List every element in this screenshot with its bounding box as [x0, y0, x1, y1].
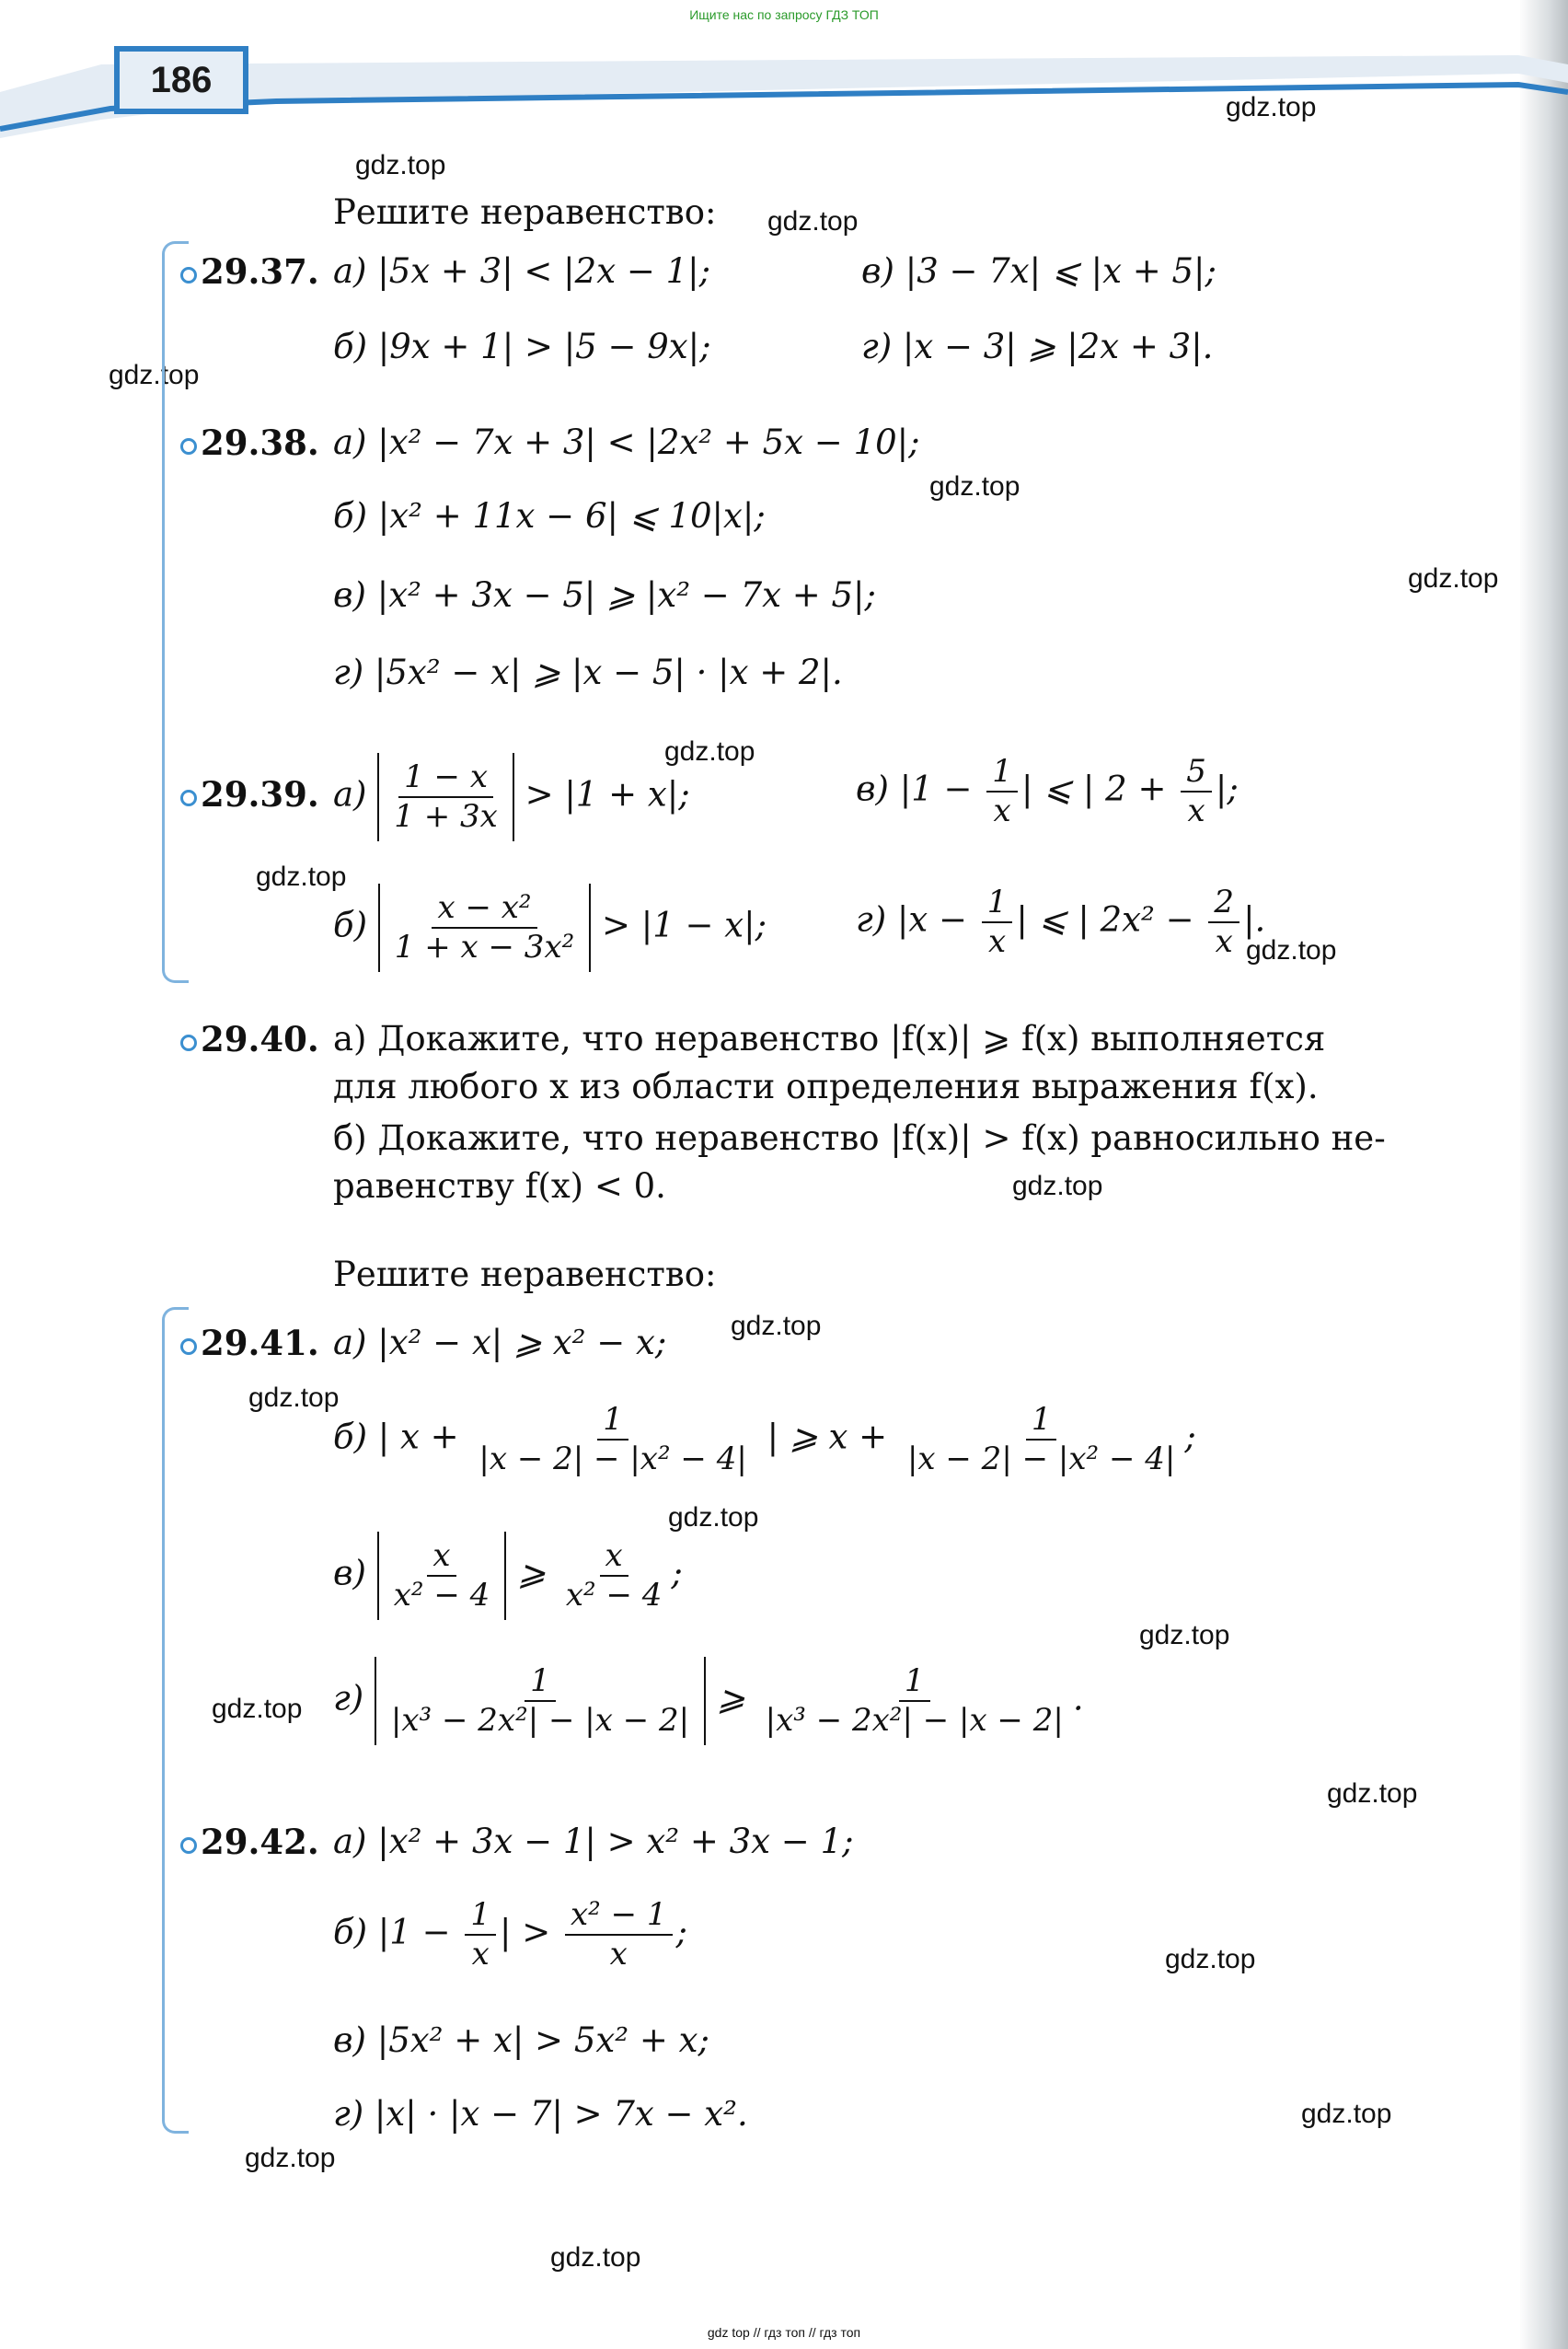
problem-text: а) Докажите, что неравенство |f(x)| ⩾ f(x) выполняется [333, 1019, 1326, 1059]
problem-item [333, 884, 767, 972]
item-label: в) [856, 769, 889, 809]
problem-item: б) |1 − $\frac{1}{x}$ | > $\frac{\text{x² − 1}}{x}$ ; [333, 1896, 688, 1973]
problem-marker-icon [180, 1035, 197, 1051]
problem-29-39 [180, 775, 319, 816]
fraction-numerator: 1 [525, 1662, 556, 1702]
problem-marker-icon [180, 790, 197, 806]
absolute-value [377, 753, 514, 841]
item-text: | x + [377, 1417, 459, 1457]
watermark: gdz.top [668, 1502, 759, 1533]
item-label: в) [333, 1553, 366, 1593]
section-bracket [162, 1307, 189, 2134]
fraction-numerator: x − x² [432, 889, 536, 929]
item-text: 1 − [911, 769, 973, 809]
problem-item: а) |5x + 3| < |2x − 1|; [333, 251, 711, 291]
watermark: gdz.top [1226, 92, 1317, 122]
problem-29-38 [180, 423, 319, 464]
fraction-denominator: x [1187, 792, 1205, 829]
problem-29-41 [180, 1324, 319, 1364]
problem-marker-icon [180, 1338, 197, 1355]
problem-item: в) |3 − 7x| ⩽ |x + 5|; [861, 251, 1216, 291]
item-label: а) [333, 774, 367, 815]
item-text: ; [675, 1912, 688, 1952]
fraction-numerator: x² − 1 [565, 1896, 673, 1936]
item-text: ; [671, 1553, 683, 1593]
watermark: gdz.top [731, 1311, 822, 1341]
problem-item: а) |x² + 3x − 1| > x² + 3x − 1; [333, 1822, 854, 1861]
watermark: gdz.top [1301, 2099, 1392, 2129]
fraction-numerator: 1 [465, 1896, 496, 1936]
fraction-denominator: x [988, 922, 1007, 960]
watermark: gdz.top [1327, 1778, 1418, 1809]
fraction-denominator: x [993, 792, 1011, 829]
page-spine-shadow [1520, 0, 1568, 2349]
item-text: ⩽ | 2x² − [1038, 899, 1194, 940]
bottom-banner: gdz top // гдз топ // гдз топ [707, 2325, 861, 2340]
item-text: x − [908, 899, 968, 940]
watermark: gdz.top [550, 2242, 641, 2273]
watermark: gdz.top [245, 2143, 336, 2173]
absolute-value [378, 884, 591, 972]
fraction-denominator: |x − 2| − |x² − 4| [906, 1440, 1176, 1477]
problem-item: б) |9x + 1| > |5 − 9x|; [333, 327, 711, 366]
section-bracket [162, 241, 189, 983]
problem-marker-icon [180, 1837, 197, 1854]
fraction-numerator: 1 [982, 884, 1013, 923]
item-label: б) [333, 905, 368, 945]
problem-item: г) |x − $\frac{1}{x}$ | ⩽ | 2x² − $\frac{2}{x}$ |. [856, 884, 1266, 960]
item-text: ⩽ | 2 + [1043, 769, 1167, 809]
item-text: > [522, 1912, 551, 1952]
item-label: б) [333, 1417, 368, 1457]
absolute-value [375, 1657, 706, 1745]
fraction-numerator: 1 − x [398, 758, 493, 798]
problem-item: г) |x − 3| ⩾ |2x + 3|. [861, 327, 1214, 366]
problem-item: в) |5x² + x| > 5x² + x; [333, 2020, 709, 2060]
item-rest: > |1 + x|; [525, 774, 690, 815]
section-heading: Решите неравенство: [333, 1255, 717, 1294]
problem-text: б) Докажите, что неравенство |f(x)| > f(x) равносильно не- [333, 1118, 1386, 1158]
fraction-denominator: 1 + x − 3x² [394, 928, 575, 966]
problem-text: для любого x из области определения выражения f(x). [333, 1067, 1319, 1106]
item-label: г) [856, 899, 887, 940]
item-text: ⩾ [517, 1553, 547, 1593]
problem-number: 29.41. [201, 1323, 319, 1363]
problem-item [333, 1401, 1196, 1478]
problem-item: а) |x² − x| ⩾ x² − x; [333, 1323, 667, 1362]
fraction-numerator: 1 [597, 1401, 628, 1441]
item-text: |. [1243, 899, 1266, 940]
watermark: gdz.top [1012, 1171, 1103, 1201]
item-text: 1 − [389, 1912, 451, 1952]
fraction-numerator: 1 [899, 1662, 930, 1702]
watermark: gdz.top [256, 862, 347, 892]
watermark: gdz.top [355, 150, 446, 180]
problem-item: в) |x² + 3x − 5| ⩾ |x² − 7x + 5|; [333, 575, 876, 615]
problem-item: а) |x² − 7x + 3| < |2x² + 5x − 10|; [333, 422, 920, 462]
problem-number: 29.40. [201, 1019, 319, 1059]
fraction-numerator: 5 [1181, 753, 1212, 793]
item-text: ; [1184, 1417, 1196, 1457]
problem-marker-icon [180, 438, 197, 455]
problem-item: б) |x² + 11x − 6| ⩽ 10|x|; [333, 496, 766, 536]
item-label: б) [333, 1912, 368, 1952]
problem-marker-icon [180, 267, 197, 284]
problem-item: в) |1 − $\frac{1}{x}$ | ⩽ | 2 + $\frac{5}{x}$ |; [856, 753, 1239, 829]
fraction-numerator: 1 [986, 753, 1018, 793]
problem-item [333, 753, 690, 841]
watermark: gdz.top [929, 471, 1020, 502]
watermark: gdz.top [1165, 1944, 1256, 1974]
problem-number: 29.38. [201, 422, 319, 463]
page-number: 186 [114, 46, 248, 114]
problem-number: 29.37. [201, 251, 319, 292]
watermark: gdz.top [1408, 563, 1499, 594]
watermark: gdz.top [1139, 1620, 1230, 1650]
item-text: . [1072, 1678, 1084, 1718]
section-heading: Решите неравенство: [333, 192, 717, 232]
fraction-denominator: |x − 2| − |x² − 4| [478, 1440, 747, 1477]
problem-item: г) |x| · |x − 7| > 7x − x². [333, 2094, 748, 2134]
problem-text: равенству f(x) < 0. [333, 1166, 666, 1206]
fraction-denominator: x [609, 1935, 628, 1973]
fraction-denominator: x [1215, 922, 1233, 960]
problem-item [333, 1532, 683, 1620]
problem-number: 29.42. [201, 1822, 319, 1862]
watermark: gdz.top [767, 206, 859, 237]
fraction-denominator: |x³ − 2x²| − |x − 2| [765, 1701, 1064, 1739]
top-banner: Ищите нас по запросу ГДЗ ТОП [689, 7, 879, 22]
fraction-numerator: x [427, 1537, 455, 1577]
fraction-denominator: x² − 4 [393, 1576, 490, 1614]
problem-29-42 [180, 1822, 319, 1863]
problem-item [333, 1657, 1084, 1745]
problem-29-40 [180, 1020, 319, 1060]
problem-item: г) |5x² − x| ⩾ |x − 5| · |x + 2|. [333, 653, 843, 692]
item-label: г) [333, 1678, 364, 1718]
fraction-denominator: x [471, 1935, 490, 1973]
item-text: ⩾ [716, 1678, 745, 1718]
absolute-value [377, 1532, 507, 1620]
fraction-numerator: x [600, 1537, 628, 1577]
item-text: |; [1215, 769, 1239, 809]
watermark: gdz.top [1246, 935, 1337, 966]
fraction-denominator: |x³ − 2x²| − |x − 2| [390, 1701, 690, 1739]
watermark: gdz.top [664, 736, 755, 767]
fraction-numerator: 2 [1208, 884, 1239, 923]
watermark: gdz.top [109, 360, 200, 390]
item-rest: > |1 − x|; [602, 905, 767, 945]
problem-29-37 [180, 252, 319, 293]
item-text: | ⩾ x + [767, 1417, 888, 1457]
fraction-denominator: 1 + 3x [394, 797, 498, 835]
problem-number: 29.39. [201, 774, 319, 815]
watermark: gdz.top [248, 1383, 340, 1413]
fraction-numerator: 1 [1026, 1401, 1057, 1441]
watermark: gdz.top [212, 1694, 303, 1724]
fraction-denominator: x² − 4 [565, 1576, 663, 1614]
